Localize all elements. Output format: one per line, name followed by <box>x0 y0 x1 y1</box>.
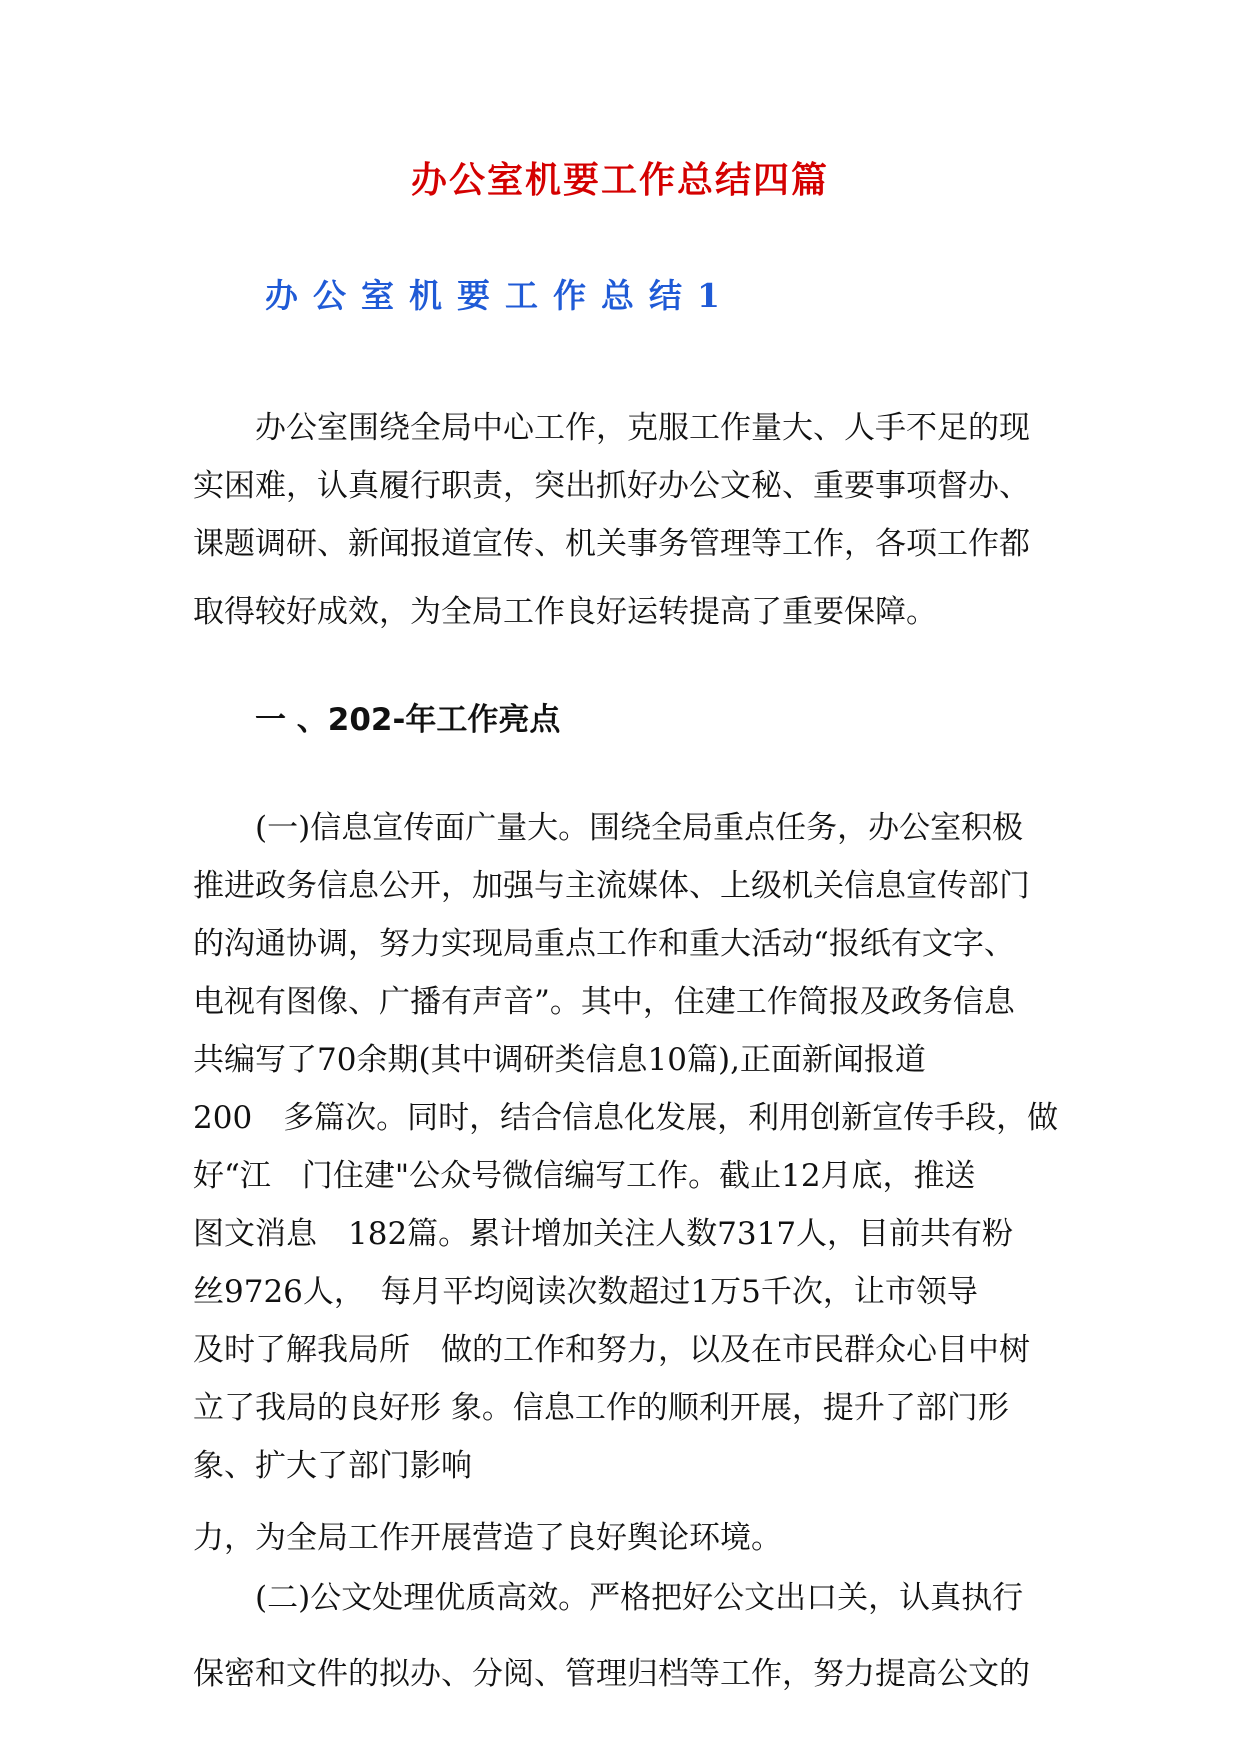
body-line: 力，为全局工作开展营造了良好舆论环境。 <box>193 1520 782 1556</box>
body-line: 取得较好成效，为全局工作良好运转提高了重要保障。 <box>193 594 937 630</box>
body-line: 办公室围绕全局中心工作，克服工作量大、人手不足的现 <box>193 410 1030 446</box>
body-line: 200 多篇次。同时，结合信息化发展，利用创新宣传手段，做 <box>193 1100 1059 1136</box>
body-line: 及时了解我局所 做的工作和努力，以及在市民群众心目中树 <box>193 1332 1030 1368</box>
document-title: 办公室机要工作总结四篇 <box>410 159 829 201</box>
body-line: 立了我局的良好形 象。信息工作的顺利开展，提升了部门形 <box>193 1390 1009 1426</box>
body-line: 的沟通协调，努力实现局重点工作和重大活动“报纸有文字、 <box>193 926 1015 962</box>
body-line: 好“江 门住建"公众号微信编写工作。截止12月底，推送 <box>193 1158 976 1194</box>
body-line: 图文消息 182篇。累计增加关注人数7317人，目前共有粉 <box>193 1216 1014 1252</box>
body-line: 保密和文件的拟办、分阅、管理归档等工作，努力提高公文的 <box>193 1656 1030 1692</box>
body-line: (一)信息宣传面广量大。围绕全局重点任务，办公室积极 <box>193 810 1024 846</box>
body-line: 课题调研、新闻报道宣传、机关事务管理等工作，各项工作都 <box>193 526 1030 562</box>
document-subtitle: 办公室机要工作总结1 <box>265 276 735 315</box>
section-heading: 一 、202-年工作亮点 <box>255 702 561 738</box>
body-line: 共编写了70余期(其中调研类信息10篇),正面新闻报道 <box>193 1042 926 1078</box>
body-line: (二)公文处理优质高效。严格把好公文出口关，认真执行 <box>193 1580 1024 1616</box>
body-line: 象、扩大了部门影响 <box>193 1448 472 1484</box>
body-line: 丝9726人， 每月平均阅读次数超过1万5千次，让市领导 <box>193 1274 978 1310</box>
body-line: 推进政务信息公开，加强与主流媒体、上级机关信息宣传部门 <box>193 868 1030 904</box>
body-line: 电视有图像、广播有声音”。其中，住建工作简报及政务信息 <box>193 984 1015 1020</box>
body-line: 实困难，认真履行职责，突出抓好办公文秘、重要事项督办、 <box>193 468 1030 504</box>
